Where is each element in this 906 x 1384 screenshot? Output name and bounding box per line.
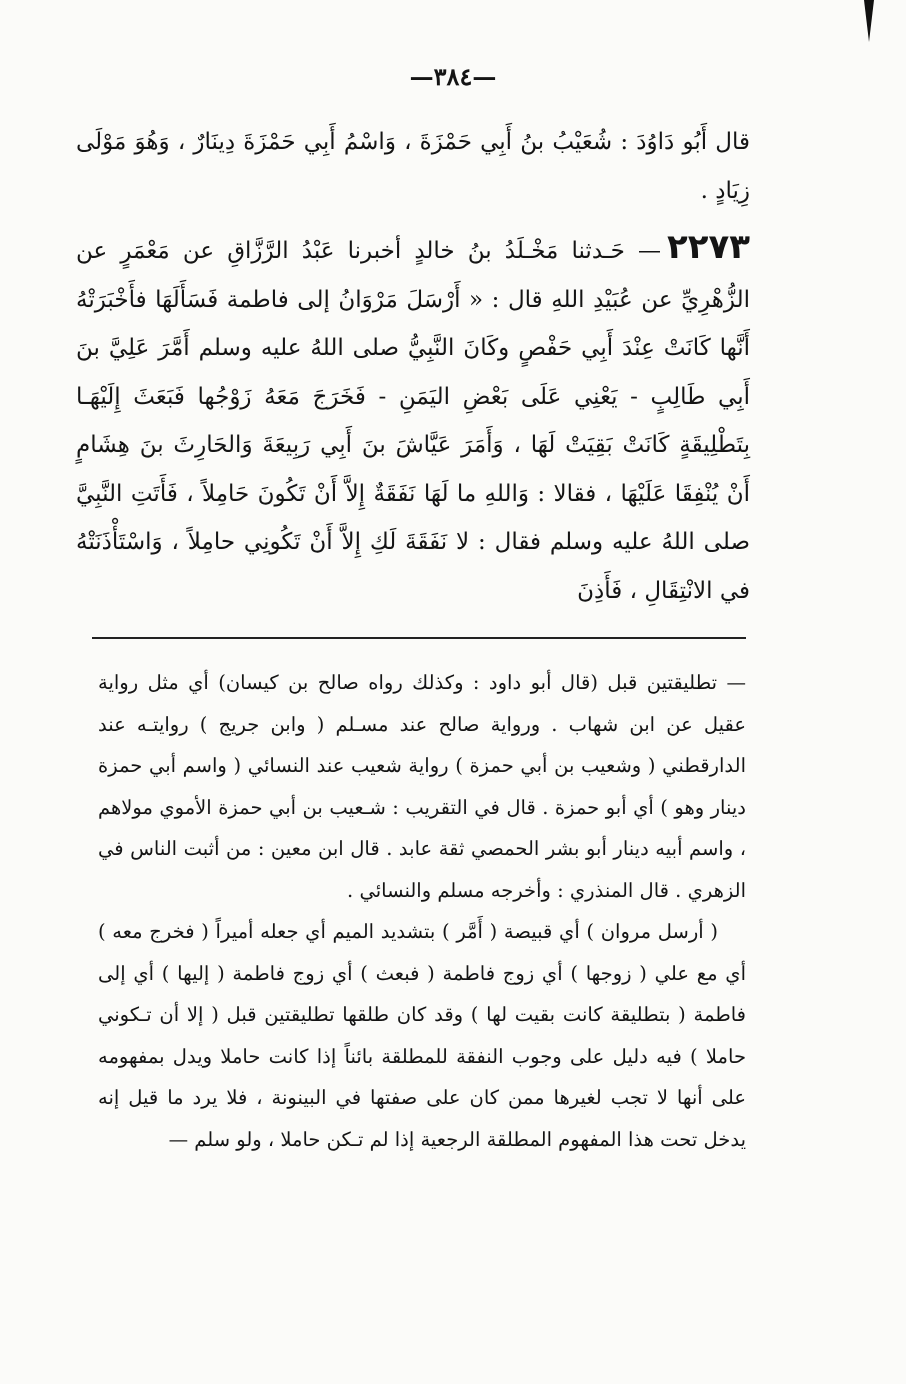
commentary-paragraph: ( أرسل مروان ) أي قبيصة ( أَمَّر ) بتشديد الميم أي جعله أميراً ( فخرج معه ) أي مع علي ( زوجها ) أي زوج فاطمة ( فبعث ) أي زوج فاطمة ( إليها ) أي إلى فاطمة ( بتطليقة كانت بقيت لها ) وقد كان طلقها تطليقتين قبل ( إلا أن تـكوني حاملا ) فيه دليل على وجوب النفقة للمطلقة بائناً إذا كانت حاملا ويدل بمفهومه على أنها لا تجب لغيرها ممن كان على صفتها في البينونة ، فلا يرد ما قيل إنه يدخل تحت هذا المفهوم المطلقة الرجعية إذا لم تـكن حاملا ، ولو سلم —	[98, 920, 746, 1151]
main-text	[76, 118, 750, 615]
main-paragraph: قال أَبُو دَاوُدَ : شُعَيْبُ بنُ أَبِي حَمْزَةَ ، وَاسْمُ أَبِي حَمْزَةَ دِينَارٌ ، وَهُوَ مَوْلَى زِيَادٍ .	[76, 129, 750, 204]
page-number: —٣٨٤—	[409, 62, 497, 91]
corner-mark	[864, 0, 874, 42]
footnote-separator	[92, 637, 746, 639]
hadith-number: ٢٢٧٣	[666, 227, 750, 267]
commentary-paragraph: — تطليقتين قبل (قال أبو داود : وكذلك رواه صالح بن كيسان) أي مثل رواية عقيل عن ابن شهاب . ورواية صالح عند مسـلم ( وابن جريج ) روايتـه عند الدارقطني ( وشعيب بن أبي حمزة ) رواية شعيب عند النسائي ( واسم أبي حمزة دينار وهو ) أي أبو حمزة . قال في التقريب : شـعيب بن أبي حمزة الأموي مولاهم ، واسم أبيه دينار أبو بشر الحمصي ثقة عابد . قال ابن معين : من أثبت الناس في الزهري . قال المنذري : وأخرجه مسلم والنسائي .	[98, 671, 746, 902]
hadith-text: — حَـدثنا مَخْـلَدُ بنُ خالدٍ أخبرنا عَبْدُ الرَّزَّاقِ عن مَعْمَرٍ عن الزُّهْرِيِّ عن عُبَيْدِ اللهِ قال : « أَرْسَلَ مَرْوَانُ إلى فاطمة فَسَأَلَهَا فأَخْبَرَتْهُ أَنَّها كَانَتْ عِنْدَ أَبِي حَفْصٍ وكَانَ النَّبِيُّ صلى اللهُ عليه وسلم أَمَّرَ عَلِيَّ بنَ أَبِي طَالِبٍ - يَعْنِي عَلَى بَعْضِ اليَمَنِ - فَخَرَجَ مَعَهُ زَوْجُها فَبَعَثَ إِلَيْهَـا بِتَطْلِيقَةٍ كَانَتْ بَقِيَتْ لَهَا ، وَأَمَرَ عَيَّاشَ بنَ أَبِي رَبِيعَةَ وَالحَارِثَ بنَ هِشَامٍ أَنْ يُنْفِقَا عَلَيْهَا ، فقالا : وَاللهِ ما لَهَا نَفَقَةٌ إِلاَّ أَنْ تَكُونَ حَامِلاً ، فَأَتَتِ النَّبِيَّ صلى اللهُ عليه وسلم فقال : لا نَفَقَةَ لَكِ إِلاَّ أَنْ تَكُونِي حامِلاً ، وَاسْتَأْذَنَتْهُ في الانْتِقَالِ ، فَأَذِنَ	[76, 238, 750, 604]
commentary	[98, 662, 746, 1160]
hadith-paragraph	[76, 223, 750, 615]
